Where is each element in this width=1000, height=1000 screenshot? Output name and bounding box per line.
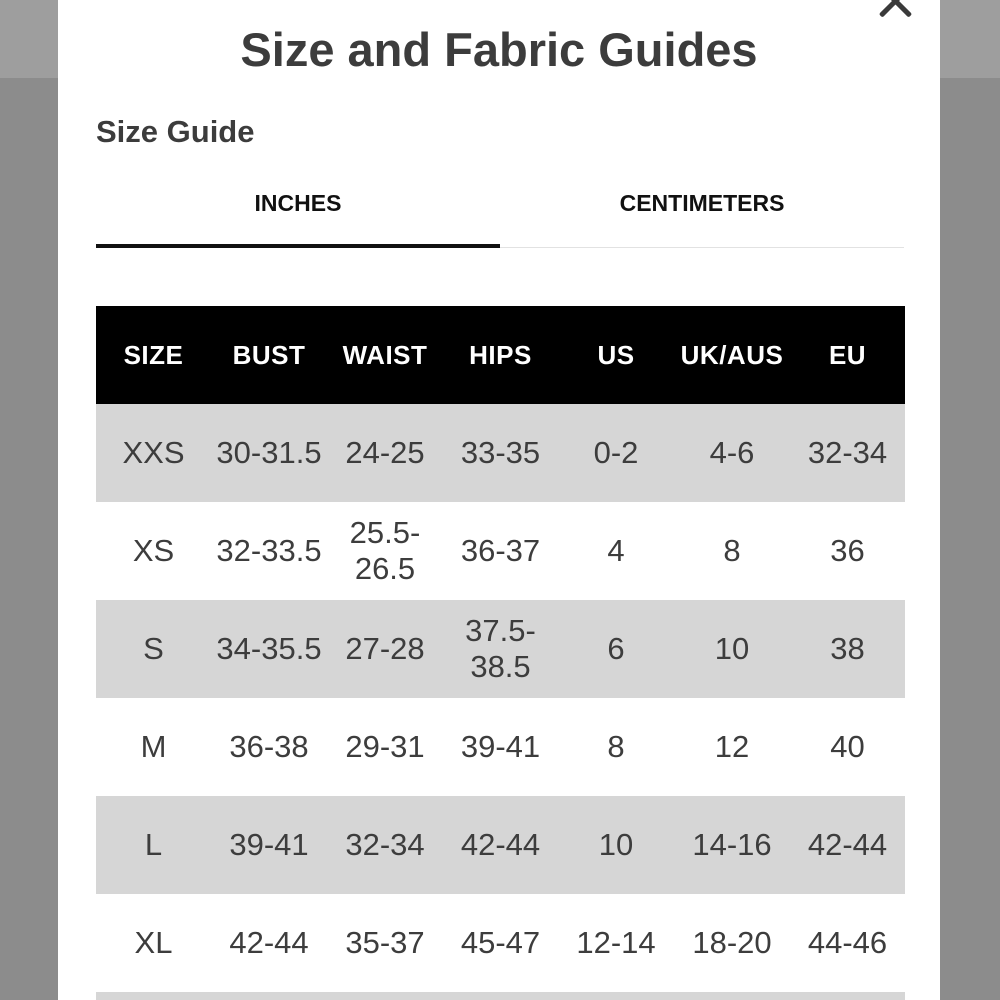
table-cell: [790, 992, 905, 1000]
table-row: [96, 600, 905, 698]
table-cell: S: [96, 600, 211, 698]
table-cell: [674, 992, 790, 1000]
section-title: Size Guide: [96, 114, 255, 149]
column-header-waist: WAIST: [327, 306, 443, 404]
active-tab-indicator: [96, 244, 500, 248]
tab-inches[interactable]: INCHES: [254, 190, 342, 216]
column-header-uk-aus: UK/AUS: [674, 306, 790, 404]
column-header-bust: BUST: [211, 306, 327, 404]
table-row: [96, 796, 905, 894]
table-cell: 14-16: [674, 796, 790, 894]
table-cell: 32-33.5: [216, 533, 322, 568]
table-cell: 32-34: [790, 404, 905, 502]
table-row: [96, 992, 905, 1000]
table-cell: 36-37: [460, 533, 541, 568]
table-cell: [558, 992, 674, 1000]
table-cell: 37.5-38.5: [443, 600, 558, 698]
table-row: [96, 404, 905, 502]
table-cell: 39-41: [460, 729, 541, 764]
table-cell: 12: [714, 729, 750, 764]
column-header-hips: HIPS: [443, 306, 558, 404]
tab-centimeters[interactable]: CENTIMETERS: [619, 190, 785, 216]
table-cell: 38: [790, 600, 905, 698]
table-cell: 24-25: [327, 404, 443, 502]
table-row: [96, 698, 905, 796]
table-cell: 32-34: [327, 796, 443, 894]
table-cell: 8: [723, 533, 741, 568]
close-icon[interactable]: [878, 0, 912, 18]
table-cell: 12-14: [576, 925, 656, 960]
table-cell: 10: [558, 796, 674, 894]
table-cell: 30-31.5: [211, 404, 327, 502]
table-cell: XS: [132, 533, 175, 568]
table-cell: 36-38: [229, 729, 309, 764]
table-cell: 42-44: [790, 796, 905, 894]
table-cell: 45-47: [460, 925, 541, 960]
table-row: [96, 894, 905, 992]
table-cell: 42-44: [229, 925, 309, 960]
modal-title: Size and Fabric Guides: [240, 23, 758, 76]
table-cell: 29-31: [345, 729, 425, 764]
table-cell: [96, 992, 211, 1000]
table-cell: 8: [607, 729, 625, 764]
column-header-size: SIZE: [96, 306, 211, 404]
table-cell: XXS: [96, 404, 211, 502]
column-header-eu: EU: [790, 306, 905, 404]
table-cell: [443, 992, 558, 1000]
table-cell: 35-37: [345, 925, 425, 960]
table-cell: 6: [558, 600, 674, 698]
table-cell: L: [96, 796, 211, 894]
table-cell: 39-41: [211, 796, 327, 894]
table-cell: 33-35: [443, 404, 558, 502]
table-cell: 10: [674, 600, 790, 698]
unit-tabs: [96, 172, 904, 250]
table-row: [96, 502, 905, 600]
table-cell: 40: [830, 729, 865, 764]
table-cell: 4: [607, 533, 625, 568]
table-header-row: [96, 306, 905, 404]
table-cell: 18-20: [692, 925, 772, 960]
table-cell: 44-46: [807, 925, 888, 960]
table-cell: 36: [830, 533, 865, 568]
table-cell: [211, 992, 327, 1000]
table-cell: 42-44: [443, 796, 558, 894]
tab-divider: [500, 247, 904, 248]
table-cell: 34-35.5: [211, 600, 327, 698]
table-cell: 25.5-26.5: [349, 515, 421, 586]
table-cell: M: [140, 729, 167, 764]
table-cell: 27-28: [327, 600, 443, 698]
table-cell: XL: [134, 925, 173, 960]
column-header-us: US: [558, 306, 674, 404]
size-guide-modal: [58, 0, 940, 1000]
table-cell: [327, 992, 443, 1000]
table-cell: 4-6: [674, 404, 790, 502]
size-table: [96, 306, 905, 1000]
table-cell: 0-2: [558, 404, 674, 502]
